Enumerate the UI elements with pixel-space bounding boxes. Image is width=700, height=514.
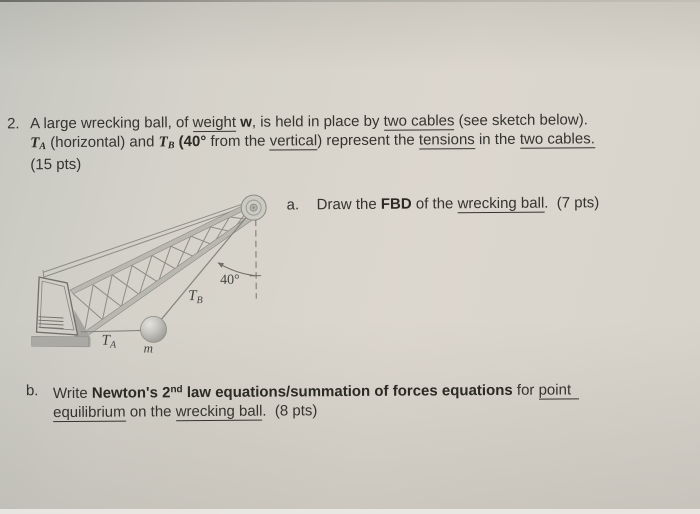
text-segment: (see sketch below). bbox=[454, 111, 588, 130]
angle-label: 40° bbox=[220, 272, 240, 288]
underlined-wrecking-ball: wrecking ball bbox=[175, 402, 263, 420]
pulley bbox=[241, 195, 266, 220]
underlined-equilibrium: equilibrium bbox=[53, 403, 126, 421]
part-b bbox=[26, 378, 686, 423]
tb-symbol: T bbox=[188, 288, 197, 305]
text-segment: for bbox=[512, 381, 539, 399]
vertical-dashed-line bbox=[256, 220, 257, 299]
text-segment: . (8 pts) bbox=[262, 401, 318, 420]
wrecking-ball bbox=[140, 316, 166, 342]
ta-symbol: T bbox=[101, 332, 110, 349]
part-a-label: a. bbox=[286, 196, 300, 214]
problem-number: 2. bbox=[7, 115, 20, 133]
text-segment: Draw the bbox=[316, 195, 381, 214]
underlined-two-cables: two cables bbox=[383, 112, 455, 130]
weight-symbol: w bbox=[240, 113, 252, 131]
underlined-two-cables: two cables. bbox=[519, 129, 595, 148]
problem-body bbox=[30, 111, 691, 175]
part-b-label: b. bbox=[25, 382, 39, 400]
underlined-point: point bbox=[539, 381, 580, 399]
tb-subscript: B bbox=[196, 295, 203, 307]
newtons-law-bold: Newton's 2 bbox=[91, 384, 171, 402]
crane-sketch bbox=[28, 189, 269, 369]
text-segment: in the bbox=[474, 130, 520, 148]
underlined-wrecking-ball: wrecking ball bbox=[457, 194, 545, 213]
underlined-tensions: tensions bbox=[418, 130, 475, 149]
mass-label: m bbox=[143, 340, 154, 356]
part-a-text bbox=[317, 194, 600, 214]
tension-b-symbol: T bbox=[158, 133, 168, 150]
newtons-law-bold: law equations/summation of forces equations bbox=[182, 381, 513, 402]
tension-a-subscript: A bbox=[39, 140, 47, 152]
tb-label bbox=[188, 288, 203, 306]
text-segment: ) represent the bbox=[317, 131, 419, 149]
problem-statement bbox=[7, 111, 691, 175]
part-b-text bbox=[53, 378, 579, 422]
part-b-line-1 bbox=[53, 378, 579, 403]
tension-a-symbol: T bbox=[30, 134, 40, 151]
underlined-vertical: vertical bbox=[269, 131, 318, 150]
tension-b-subscript: B bbox=[167, 139, 175, 151]
problem-line-2 bbox=[30, 129, 691, 156]
text-segment: on the bbox=[125, 402, 176, 421]
angle-value: (40° bbox=[174, 132, 207, 150]
problem-points: (15 pts) bbox=[30, 155, 82, 174]
text-segment: of the bbox=[411, 195, 458, 213]
lattice-boom bbox=[70, 204, 254, 336]
photo-bottom-edge bbox=[0, 509, 700, 514]
ta-subscript: A bbox=[109, 339, 117, 351]
part-a bbox=[287, 194, 687, 215]
text-segment: , is held in place by bbox=[251, 112, 384, 131]
text-segment: . (7 pts) bbox=[544, 194, 600, 212]
ta-label bbox=[102, 333, 117, 351]
fbd-bold: FBD bbox=[380, 195, 412, 213]
text-segment: from the bbox=[206, 132, 270, 150]
underlined-weight: weight bbox=[192, 113, 237, 132]
ordinal-superscript: nd bbox=[170, 384, 183, 396]
text-segment: (horizontal) and bbox=[45, 132, 159, 151]
arrowhead-icon bbox=[218, 262, 225, 267]
crane-base bbox=[32, 336, 89, 347]
text-segment: A large wrecking ball, of bbox=[30, 114, 193, 133]
part-b-line-2 bbox=[53, 400, 579, 422]
text-segment: Write bbox=[52, 384, 92, 403]
